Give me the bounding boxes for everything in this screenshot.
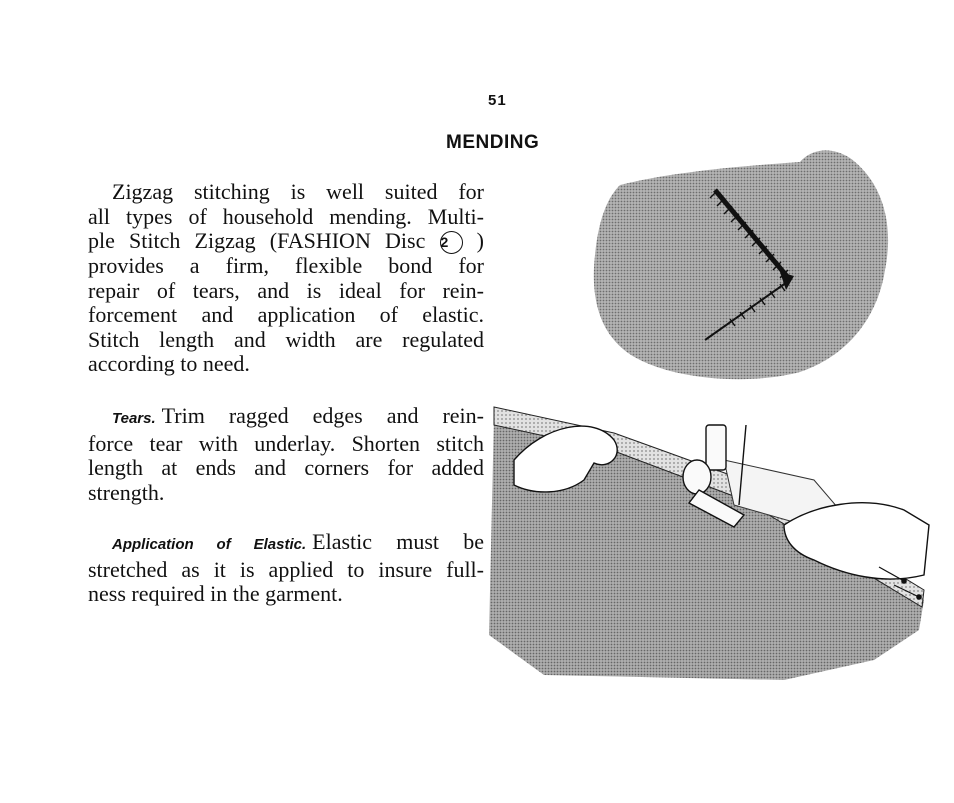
elastic-line-first xyxy=(88,530,484,558)
elastic-line: ness required in the garment. xyxy=(88,581,343,606)
elastic-line: Elastic must be xyxy=(312,529,485,554)
fabric-patch xyxy=(594,150,888,379)
tears-line: strength. xyxy=(88,479,165,505)
tears-heading: Tears. xyxy=(112,410,156,427)
intro-paragraph xyxy=(88,180,484,377)
tears-line-first xyxy=(88,404,484,432)
elastic-heading: Application of Elastic. xyxy=(112,536,307,553)
tears-line: length at ends and corners for added xyxy=(88,455,484,480)
intro-line: provides a firm, flexible bond for xyxy=(88,253,484,278)
intro-line: according to need. xyxy=(88,351,250,376)
elastic-paragraph xyxy=(88,530,484,607)
tear-mending-illustration xyxy=(560,140,900,385)
intro-line-disc xyxy=(88,229,484,254)
elastic-application-illustration xyxy=(484,385,934,685)
tears-paragraph xyxy=(88,404,484,505)
tears-line: force tear with underlay. Shorten stitch xyxy=(88,430,484,456)
intro-line: repair of tears, and is ideal for rein- xyxy=(88,277,484,303)
disc-close-paren: ) xyxy=(476,228,484,253)
intro-line: forcement and application of elastic. xyxy=(88,302,484,327)
circled-number-icon: 2 xyxy=(440,231,463,254)
intro-line: all types of household mending. Multi- xyxy=(88,203,484,229)
section-title: MENDING xyxy=(446,132,540,153)
intro-line: Stitch length and width are regulated xyxy=(88,326,484,352)
page-number: 51 xyxy=(488,92,507,109)
intro-line-text: ple Stitch Zigzag (FASHION Disc xyxy=(88,228,426,253)
tears-line: Trim ragged edges and rein- xyxy=(161,403,484,428)
intro-line: Zigzag stitching is well suited for xyxy=(112,179,484,204)
elastic-line: stretched as it is applied to insure full- xyxy=(88,556,484,582)
